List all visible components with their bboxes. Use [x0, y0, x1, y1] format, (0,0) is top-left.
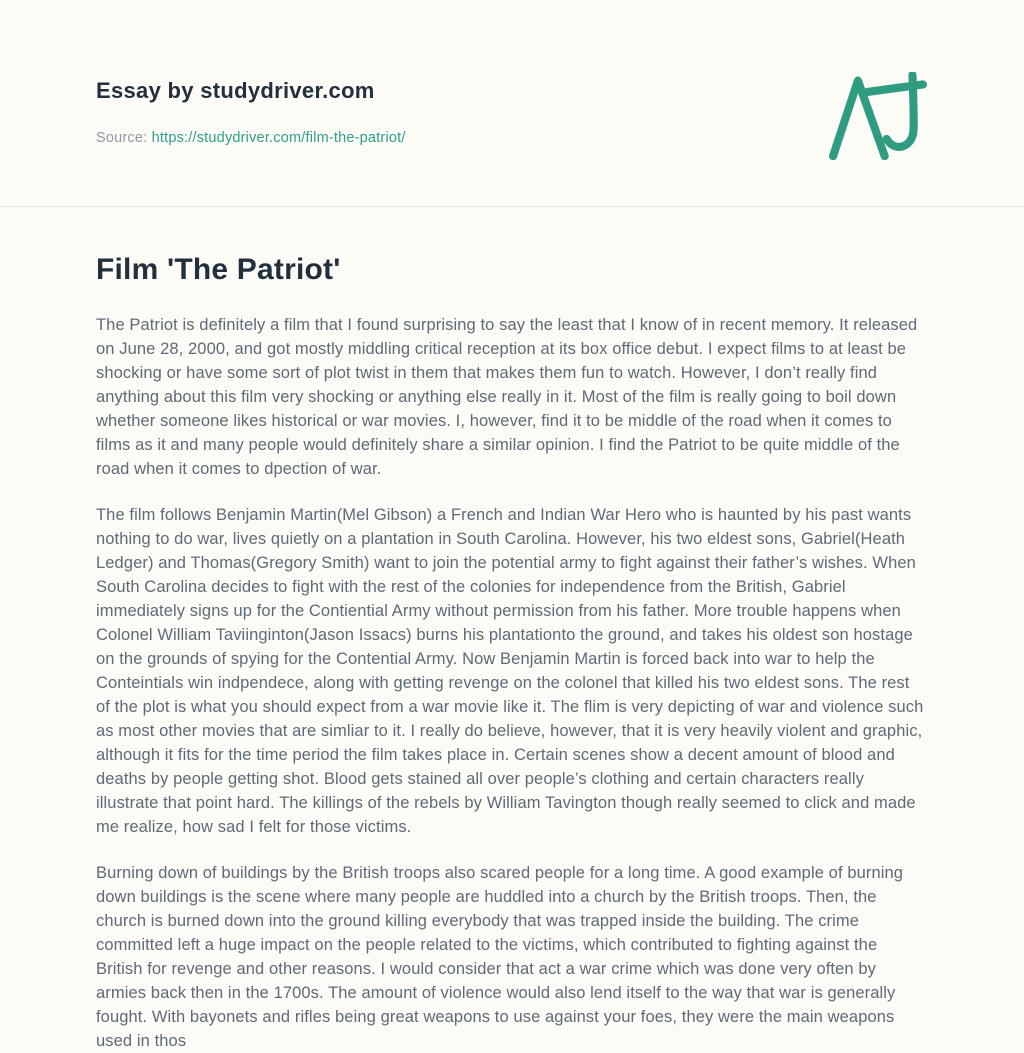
page-title: Film 'The Patriot' — [96, 253, 341, 286]
header-divider — [0, 206, 1024, 207]
essay-paragraph: Burning down of buildings by the British troops also scared people for a long time. A good example of burning down buildings is the scene where many people are huddled into a church by the British troops. Then, the church is burned down into the ground killing everybody that was trapped inside the building. The crime committed left a huge impact on the people related to the victims, which contributed to fighting against the British for revenge and other reasons. I would consider that act a war crime which was done very often by armies back then in the 1700s. The amount of violence would also lend itself to the way that war is generally fought. With bayonets and rifles being great weapons to use against your foes, they were the main weapons used in thos — [96, 864, 904, 1050]
essay-header — [0, 0, 1024, 160]
source-link[interactable]: https://studydriver.com/film-the-patriot/ — [151, 130, 406, 146]
source-line — [96, 130, 406, 146]
essay-paragraph: The film follows Benjamin Martin(Mel Gibson) a French and Indian War Hero who is haunted by his past wants nothing to do war, lives quietly on a plantation in South Carolina. However, his two eldest sons, Gabriel(Heath Ledger) and Thomas(Gregory Smith) want to join the potential army to fight against their father’s wishes. When South Carolina decides to fight with the rest of the colonies for independence from the British, Gabriel immediately signs up for the Contiential Army without permission from his father. More trouble happens when Colonel William Taviinginton(Jason Issacs) burns his plantationto the ground, and takes his oldest son hostage on the grounds of spying for the Contential Army. Now Benjamin Martin is forced back into war to help the Conteintials win indpendece, along with getting revenge on the colonel that killed his two eldest sons. The rest of the plot is what you should expect from a war movie like it. The flim is very depicting of war and violence such as most other movies that are simliar to it. I really do believe, however, that it is very heavily violent and graphic, although it fits for the time period the film takes place in. Certain scenes show a decent amount of blood and deaths by people getting shot. Blood gets stained all over people’s clothing and certain characters really illustrate that point hard. The killings of the rebels by William Tavington though really seemed to click and made me realize, how sad I felt for those victims. — [96, 506, 924, 836]
essay-main — [0, 253, 1024, 1053]
studydriver-logo-icon — [828, 72, 928, 160]
essay-paragraph: The Patriot is definitely a film that I found surprising to say the least that I know of in recent memory. It released on June 28, 2000, and got mostly middling critical reception at its box office debut. I expect films to at least be shocking or have some sort of plot twist in them that makes them fun to watch. However, I don’t really find anything about this film very shocking or anything else really in it. Most of the film is really going to boil down whether someone likes historical or war movies. I, however, find it to be middle of the road when it comes to films as it and many people would definitely share a similar opinion. I find the Patriot to be quite middle of the road when it comes to dpection of war. — [96, 316, 918, 478]
essay-body — [96, 313, 928, 1053]
source-label: Source: — [96, 130, 148, 146]
header-text-block — [96, 76, 406, 146]
essay-by-title: Essay by studydriver.com — [96, 78, 375, 103]
